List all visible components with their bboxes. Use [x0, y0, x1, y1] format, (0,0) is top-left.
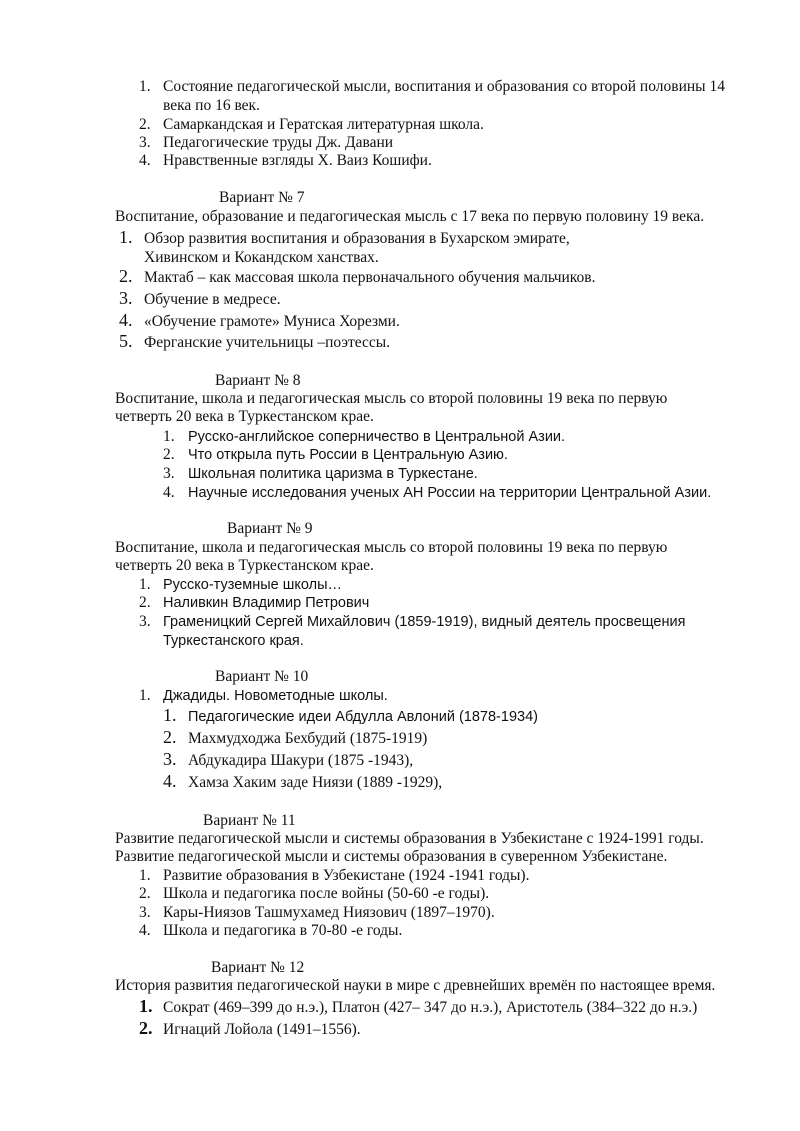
list-item: Педагогические труды Дж. Давани: [163, 134, 394, 151]
list-number: 3.: [163, 749, 177, 769]
list-item: Наливкин Владимир Петрович: [163, 595, 370, 611]
list-item: Научные исследования ученых АН России на территории Центральной Азии.: [188, 485, 712, 501]
list-item: Развитие образования в Узбекистане (1924 -1941 годы).: [163, 867, 530, 884]
variant-topic: четверть 20 века в Туркестанском крае.: [115, 557, 374, 574]
list-number: 1.: [139, 867, 151, 884]
list-item-continuation: века по 16 век.: [163, 97, 260, 114]
list-item: Обучение в медресе.: [144, 291, 281, 308]
list-item: Джадиды. Новометодные школы.: [163, 688, 388, 704]
variant-topic: Развитие педагогической мысли и системы образования в суверенном Узбекистане.: [115, 848, 668, 865]
list-item: Состояние педагогической мысли, воспитания и образования со второй половины 14: [163, 78, 725, 95]
list-item: Мактаб – как массовая школа первоначального обучения мальчиков.: [144, 269, 596, 286]
list-number: 4.: [163, 484, 175, 501]
list-number: 2.: [139, 885, 151, 902]
list-item: Что открыла путь России в Центральную Азию.: [188, 447, 508, 463]
list-number: 2.: [139, 594, 151, 611]
variant-heading: Вариант № 9: [227, 520, 313, 537]
list-number: 1.: [139, 996, 153, 1016]
list-item: Русско-туземные школы…: [163, 577, 343, 593]
list-item-continuation: Туркестанского края.: [163, 633, 304, 649]
list-number: 4.: [139, 922, 151, 939]
variant-topic: четверть 20 века в Туркестанском крае.: [115, 408, 374, 425]
list-item: Школа и педагогика в 70-80 -е годы.: [163, 922, 403, 939]
list-item: Самаркандская и Гератская литературная школа.: [163, 116, 484, 133]
list-item: Сократ (469–399 до н.э.), Платон (427– 347 до н.э.), Аристотель (384–322 до н.э.): [163, 999, 698, 1016]
list-number: 1.: [119, 227, 133, 247]
list-number: 3.: [139, 904, 151, 921]
variant-heading: Вариант № 12: [211, 959, 305, 976]
variant-topic: Воспитание, школа и педагогическая мысль со второй половины 19 века по первую: [115, 390, 668, 407]
list-number: 4.: [139, 152, 151, 169]
list-number: 1.: [139, 687, 151, 704]
list-number: 2.: [163, 727, 177, 747]
list-item: Игнаций Лойола (1491–1556).: [163, 1021, 361, 1038]
variant-heading: Вариант № 8: [215, 372, 301, 389]
list-number: 3.: [163, 465, 175, 482]
variant-heading: Вариант № 10: [215, 668, 309, 685]
variant-topic: История развития педагогической науки в мире с древнейших времён по настоящее время.: [115, 977, 716, 994]
list-number: 1.: [139, 576, 151, 593]
list-item: Нравственные взгляды Х. Ваиз Кошифи.: [163, 152, 432, 169]
variant-topic: Воспитание, образование и педагогическая мысль с 17 века по первую половину 19 века.: [115, 208, 705, 225]
list-number: 3.: [139, 613, 151, 630]
list-number: 4.: [119, 310, 133, 330]
list-item: Русско-английское соперничество в Центральной Азии.: [188, 429, 566, 445]
list-item: Школьная политика царизма в Туркестане.: [188, 466, 478, 482]
list-item: Обзор развития воспитания и образования в Бухарском эмирате,: [144, 230, 570, 247]
variant-heading: Вариант № 7: [219, 189, 305, 206]
list-item: Граменицкий Сергей Михайлович (1859-1919), видный деятель просвещения: [163, 614, 686, 630]
list-number: 5.: [119, 331, 133, 351]
list-number: 3.: [139, 134, 151, 151]
list-number: 2.: [119, 266, 133, 286]
list-number: 4.: [163, 771, 177, 791]
list-number: 1.: [163, 705, 177, 725]
variant-topic: Воспитание, школа и педагогическая мысль со второй половины 19 века по первую: [115, 539, 668, 556]
list-item: Педагогические идеи Абдулла Авлоний (1878-1934): [188, 709, 538, 725]
list-number: 1.: [163, 428, 175, 445]
variant-heading: Вариант № 11: [203, 812, 296, 829]
list-item: Махмудходжа Бехбудий (1875-1919): [188, 730, 428, 747]
list-number: 2.: [163, 446, 175, 463]
list-item: Ферганские учительницы –поэтессы.: [144, 334, 391, 351]
list-number: 3.: [119, 288, 133, 308]
list-item: Хамза Хаким заде Ниязи (1889 -1929),: [188, 774, 443, 791]
list-number: 2.: [139, 1018, 153, 1038]
list-number: 1.: [139, 78, 151, 95]
variant-topic: Развитие педагогической мысли и системы образования в Узбекистане с 1924-1991 годы.: [115, 830, 704, 847]
list-item: Школа и педагогика после войны (50-60 -е годы).: [163, 885, 490, 902]
list-item-continuation: Хивинском и Кокандском ханствах.: [144, 249, 379, 266]
list-item: «Обучение грамоте» Муниса Хорезми.: [144, 313, 400, 330]
list-item: Кары-Ниязов Ташмухамед Ниязович (1897–1970).: [163, 904, 495, 921]
list-item: Абдукадира Шакури (1875 -1943),: [188, 752, 414, 769]
list-number: 2.: [139, 116, 151, 133]
